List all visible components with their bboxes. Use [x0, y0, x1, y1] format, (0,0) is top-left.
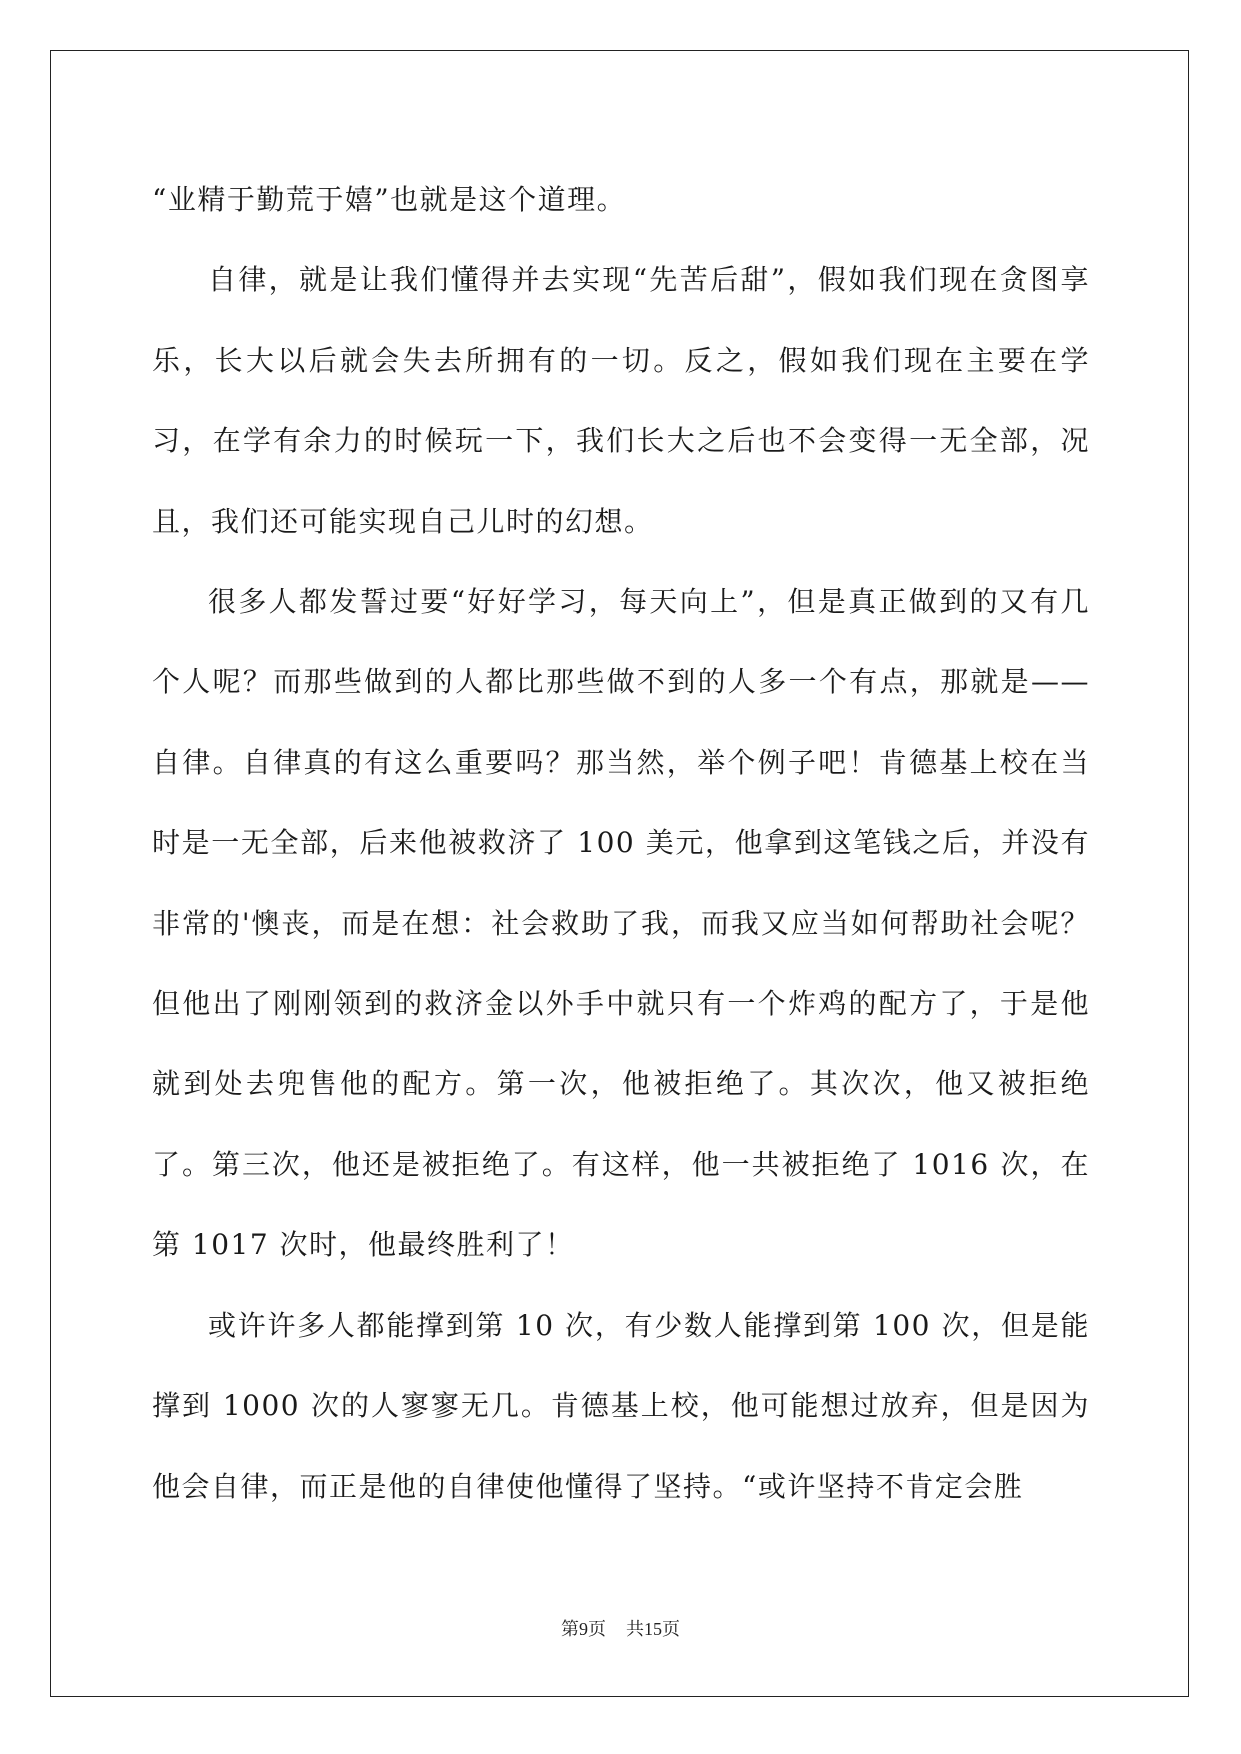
- paragraph-3: 很多人都发誓过要“好好学习，每天向上”，但是真正做到的又有几个人呢？而那些做到的人都比那些做不到的人多一个有点，那就是——自律。自律真的有这么重要吗？那当然，举个例子吧！肯德基上校在当时是一无全部，后来他被救济了 100 美元，他拿到这笔钱之后，并没有非常的'懊丧，而是在想：社会救助了我，而我又应当如何帮助社会呢？但他出了刚刚领到的救济金以外手中就只有一个炸鸡的配方了，于是他就到处去兜售他的配方。第一次，他被拒绝了。其次次，他又被拒绝了。第三次，他还是被拒绝了。有这样，他一共被拒绝了 1016 次，在第 1017 次时，他最终胜利了！: [152, 585, 1090, 1262]
- page-footer: [0, 1617, 1241, 1641]
- paragraph-4: 或许许多人都能撑到第 10 次，有少数人能撑到第 100 次，但是能撑到 1000 次的人寥寥无几。肯德基上校，他可能想过放弃，但是因为他会自律，而正是他的自律使他懂得了坚持。“或许坚持不肯定会胜: [152, 1308, 1090, 1503]
- page-total: 共15页: [626, 1619, 680, 1639]
- page-number: 第9页: [561, 1619, 606, 1639]
- document-body: [152, 160, 1090, 1527]
- paragraph-1: “业精于勤荒于嬉”也就是这个道理。: [152, 183, 627, 216]
- paragraph-2: 自律，就是让我们懂得并去实现“先苦后甜”，假如我们现在贪图享乐，长大以后就会失去所拥有的一切。反之，假如我们现在主要在学习，在学有余力的时候玩一下，我们长大之后也不会变得一无全部，况且，我们还可能实现自己儿时的幻想。: [152, 263, 1090, 538]
